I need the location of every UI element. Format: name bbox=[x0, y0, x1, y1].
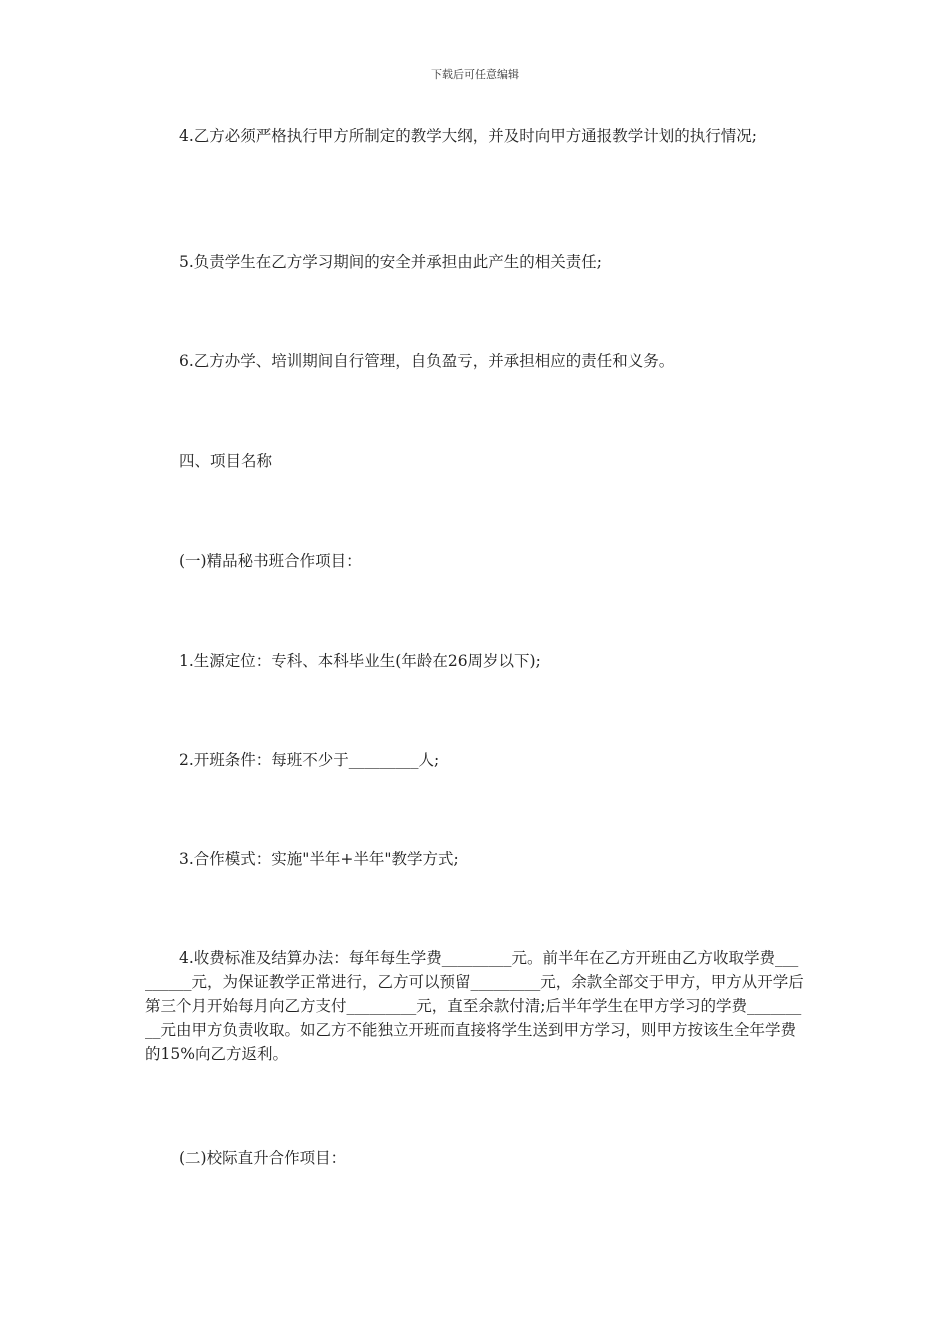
paragraph-fee-settlement: 4.收费标准及结算办法：每年每生学费_________元。前半年在乙方开班由乙方收取学费_________元，为保证教学正常进行，乙方可以预留_________元，余款全部交于甲方，甲方从开学后第三个月开始每月向乙方支付_________元，直至余款付清;后半年学生在甲方学习的学费_________元由甲方负责收取。如乙方不能独立开班而直接将学生送到甲方学习，则甲方按该生全年学费的15%向乙方返利。 bbox=[145, 949, 804, 1063]
subsection-heading-secretary-class: (一)精品秘书班合作项目： bbox=[179, 552, 362, 570]
subsection-heading-direct-promotion: (二)校际直升合作项目： bbox=[179, 1149, 347, 1167]
paragraph-self-management: 6.乙方办学、培训期间自行管理，自负盈亏，并承担相应的责任和义务。 bbox=[179, 352, 675, 370]
paragraph-teaching-outline: 4.乙方必须严格执行甲方所制定的教学大纲，并及时向甲方通报教学计划的执行情况; bbox=[179, 127, 758, 145]
paragraph-student-safety: 5.负责学生在乙方学习期间的安全并承担由此产生的相关责任; bbox=[179, 253, 603, 271]
page-header: 下载后可任意编辑 bbox=[431, 68, 519, 81]
section-heading-project-name: 四、项目名称 bbox=[179, 452, 273, 470]
paragraph-cooperation-mode: 3.合作模式：实施"半年+半年"教学方式; bbox=[179, 850, 459, 868]
paragraph-student-source: 1.生源定位：专科、本科毕业生(年龄在26周岁以下); bbox=[179, 652, 541, 670]
paragraph-class-conditions: 2.开班条件：每班不少于_________人; bbox=[179, 751, 440, 769]
